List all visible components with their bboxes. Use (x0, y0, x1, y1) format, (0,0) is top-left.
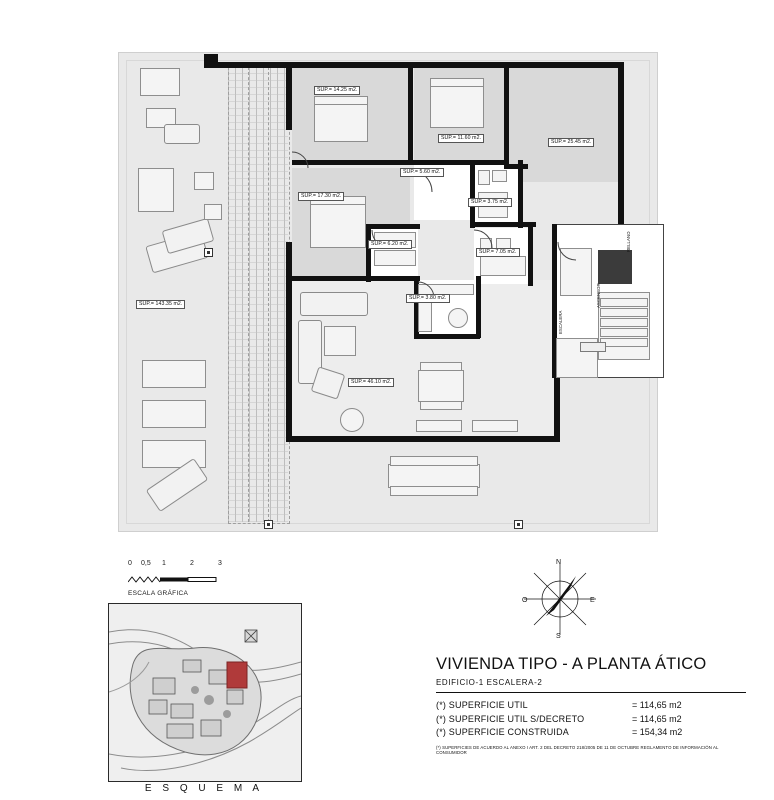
graphic-scale (128, 560, 238, 597)
partition-11 (414, 334, 480, 339)
partition-15 (504, 164, 528, 169)
partition-1 (408, 68, 413, 164)
compass-label-s: S (556, 633, 561, 640)
area-row-construida (436, 726, 746, 740)
tv-unit (472, 420, 518, 432)
area-row-util (436, 699, 746, 713)
sink-1 (492, 170, 507, 182)
wall-right-outer (618, 62, 624, 232)
area-value-construida: = 154,34 m2 (632, 727, 683, 737)
wardrobe-2 (374, 250, 416, 266)
partition-2 (292, 160, 412, 165)
partition-8 (366, 224, 420, 229)
wc-1 (478, 170, 490, 185)
bed-2-head (430, 78, 484, 87)
partition-7 (366, 224, 371, 282)
scale-caption: ESCALA GRÁFICA (128, 590, 189, 597)
room-label-bedroom-1: SUP.= 14.25 m2. (314, 86, 360, 95)
title-footnote: (*) SUPERFICIES DE ACUERDO AL ANEXO I ART. 2 DEL DECRETO 218/2005 DE 11 DE OCTUBRE REGLAMENTO DE INFORMACIÓN AL CONSUMIDOR (436, 744, 719, 755)
terrace-chair-row-bottom (390, 486, 478, 496)
room-label-bedroom-2: SUP.= 11.60 m2. (438, 134, 484, 143)
scale-tick-4: 3 (218, 560, 222, 567)
terrace-long-table (388, 464, 480, 488)
partition-12 (476, 276, 481, 338)
stair-shaft (598, 250, 632, 284)
terrace-furniture-1 (140, 68, 180, 96)
compass-label-n: N (556, 559, 562, 566)
area-label-construida: (*) SUPERFICIE CONSTRUIDA (436, 727, 570, 737)
bed-2 (430, 82, 484, 128)
partition-14 (528, 222, 533, 286)
wall-bottom (286, 436, 556, 442)
stair-step-1 (600, 298, 648, 307)
north-compass (520, 558, 600, 640)
partition-9 (292, 276, 420, 281)
site-plan (108, 603, 302, 782)
sofa-1 (300, 292, 368, 316)
compass-label-e: E (590, 597, 595, 604)
boundary-tick-bottom-1 (264, 520, 273, 529)
dining-table (418, 370, 464, 402)
partition-3 (410, 160, 506, 165)
terrace-chair-row-top (390, 456, 478, 466)
scale-tick-0: 0 (128, 560, 132, 567)
round-table (340, 408, 364, 432)
partition-13 (504, 68, 509, 166)
stair-step-4 (600, 328, 648, 337)
terrace-furniture-3 (138, 168, 174, 212)
wall-top-upper (204, 54, 218, 68)
bed-1 (314, 100, 368, 142)
area-value-util-decreto: = 114,65 m2 (632, 713, 682, 724)
room-label-bathroom-1: SUP.= 3.75 m2. (468, 198, 512, 207)
area-label-util-decreto: (*) SUPERFICIE UTIL S/DECRETO (436, 713, 585, 724)
dining-chairs-bottom (420, 401, 462, 410)
room-label-terrace: SUP.= 143.35 m2. (136, 300, 185, 309)
stair-step-3 (600, 318, 648, 327)
scale-bar-graphic (128, 576, 224, 583)
room-label-terrace-east: SUP.= 25.45 m2. (548, 138, 594, 147)
scale-tick-3: 2 (190, 560, 194, 567)
room-label-kitchen: SUP.= 3.80 m2. (406, 294, 450, 303)
area-label-util: (*) SUPERFICIE UTIL (436, 700, 528, 710)
bed-1-head (314, 96, 368, 105)
terrace-furniture-5 (142, 400, 206, 428)
stair-step-2 (600, 308, 648, 317)
bed-3 (310, 200, 366, 248)
room-label-distributor: SUP.= 7.05 m2. (476, 248, 520, 257)
title-block (436, 655, 746, 755)
stair-label: ESCALERA (558, 310, 563, 334)
hob-icon (448, 308, 468, 328)
sideboard (416, 420, 462, 432)
terrace-table-1 (204, 204, 222, 220)
paving-outline-3 (268, 62, 269, 522)
title-divider (436, 692, 746, 693)
partition-6 (470, 222, 536, 227)
scale-tick-labels (128, 560, 238, 570)
meter-cabinet (580, 342, 606, 352)
room-label-hall: SUP.= 5.60 m2. (400, 168, 444, 177)
landing-label: RELLANO (626, 231, 631, 252)
bathtub-1 (480, 256, 526, 276)
partition-4 (470, 160, 475, 228)
stair-step-5 (600, 338, 648, 347)
terrace-furniture-4 (142, 360, 206, 388)
terrace-table-2 (194, 172, 214, 190)
plan-title: VIVIENDA TIPO - A PLANTA ÁTICO (436, 655, 707, 673)
boundary-tick-left (204, 248, 213, 257)
terrace-lounger-1 (164, 124, 200, 144)
paving-outline-1 (228, 62, 290, 524)
scale-tick-1: 0,5 (141, 560, 151, 567)
floor-plan (118, 52, 658, 532)
partition-5 (518, 160, 523, 228)
scale-tick-2: 1 (162, 560, 166, 567)
lift-cab (560, 248, 592, 296)
area-row-util-decreto (436, 713, 746, 727)
lift-label: ASCENSOR (596, 283, 601, 308)
site-plan-caption: E S Q U E M A (144, 783, 264, 794)
area-value-util: = 114,65 m2 (632, 700, 682, 710)
plan-subtitle: EDIFICIO-1 ESCALERA-2 (436, 678, 543, 687)
room-label-bedroom-3: SUP.= 17.30 m2. (298, 192, 344, 201)
coffee-table (324, 326, 356, 356)
boundary-tick-bottom-2 (514, 520, 523, 529)
paving-outline-2 (248, 62, 249, 522)
highlighted-unit (227, 662, 247, 688)
compass-label-o: O (522, 597, 528, 604)
room-label-living: SUP.= 46.10 m2. (348, 378, 394, 387)
room-label-closet: SUP.= 6.20 m2. (368, 240, 412, 249)
dining-chairs-top (420, 362, 462, 371)
